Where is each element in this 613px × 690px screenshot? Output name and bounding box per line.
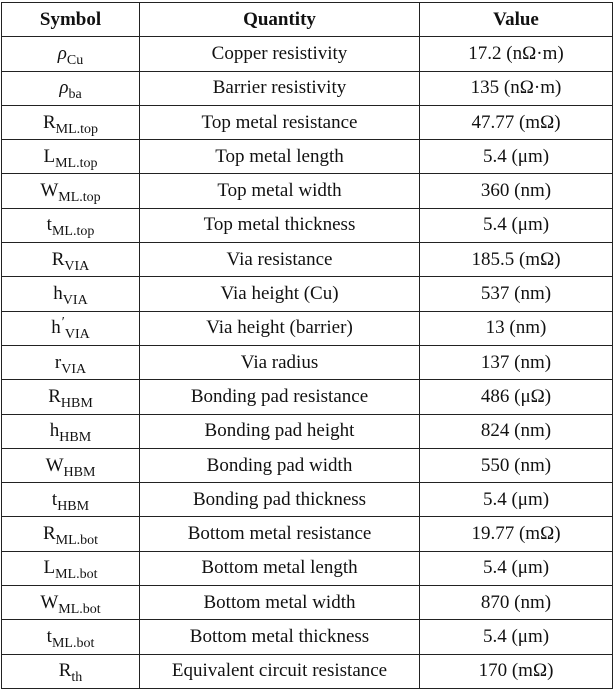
- symbol-base: R: [51, 248, 65, 270]
- value-cell: 137 (nm): [420, 345, 613, 379]
- table-body: [2, 37, 613, 689]
- symbol-subscript: ba: [68, 87, 82, 103]
- value-cell: 537 (nm): [420, 277, 613, 311]
- symbol-base: R: [42, 523, 56, 545]
- header-row: [2, 3, 613, 37]
- table-row: [2, 380, 613, 414]
- symbol-base: h: [53, 283, 63, 305]
- symbol-base: r: [54, 351, 62, 373]
- quantity-cell: Bonding pad height: [140, 414, 420, 448]
- symbol-base: W: [40, 180, 59, 202]
- symbol-cell: [2, 448, 140, 482]
- symbol-cell: [2, 208, 140, 242]
- symbol-subscript: VIA: [64, 327, 90, 343]
- value-cell: 870 (nm): [420, 586, 613, 620]
- value-cell: 550 (nm): [420, 448, 613, 482]
- symbol-cell: [2, 586, 140, 620]
- value-cell: 5.4 (μm): [420, 140, 613, 174]
- table-row: [2, 654, 613, 688]
- table-row: [2, 551, 613, 585]
- value-cell: 19.77 (mΩ): [420, 517, 613, 551]
- table-row: [2, 71, 613, 105]
- table-row: [2, 105, 613, 139]
- symbol-cell: [2, 140, 140, 174]
- symbol-cell: [2, 620, 140, 654]
- symbol-cell: [2, 243, 140, 277]
- value-cell: 135 (nΩ·m): [420, 71, 613, 105]
- quantity-cell: Top metal width: [140, 174, 420, 208]
- symbol-subscript: ML.bot: [51, 635, 95, 651]
- table-row: [2, 517, 613, 551]
- symbol-cell: [2, 174, 140, 208]
- symbol-base: h: [49, 420, 60, 442]
- value-cell: 5.4 (μm): [420, 551, 613, 585]
- quantity-cell: Bottom metal length: [140, 551, 420, 585]
- symbol-subscript: th: [71, 670, 83, 686]
- quantity-cell: Via radius: [140, 345, 420, 379]
- symbol-cell: [2, 380, 140, 414]
- table-row: [2, 448, 613, 482]
- symbol-subscript: ML.top: [51, 224, 95, 240]
- symbol-base: ρ: [57, 42, 67, 64]
- table-row: [2, 37, 613, 71]
- quantity-cell: Copper resistivity: [140, 37, 420, 71]
- symbol-base: ρ: [59, 77, 69, 99]
- table-row: [2, 620, 613, 654]
- symbol-cell: [2, 414, 140, 448]
- symbol-cell: [2, 105, 140, 139]
- table-row: [2, 345, 613, 379]
- parameter-table: [1, 2, 613, 689]
- symbol-cell: [2, 277, 140, 311]
- quantity-cell: Top metal length: [140, 140, 420, 174]
- value-cell: 5.4 (μm): [420, 483, 613, 517]
- symbol-subscript: VIA: [64, 258, 90, 274]
- symbol-subscript: ML.bot: [55, 533, 99, 549]
- symbol-subscript: ML.top: [55, 121, 99, 137]
- symbol-base: h: [51, 317, 61, 339]
- symbol-subscript: ML.top: [55, 155, 98, 171]
- quantity-cell: Bonding pad width: [140, 448, 420, 482]
- symbol-subscript: ML.bot: [55, 567, 98, 583]
- value-cell: 824 (nm): [420, 414, 613, 448]
- value-cell: 360 (nm): [420, 174, 613, 208]
- symbol-subscript: Cu: [66, 52, 84, 68]
- symbol-base: L: [43, 145, 56, 167]
- symbol-base: t: [51, 488, 58, 510]
- symbol-base: R: [58, 660, 72, 682]
- table-row: [2, 208, 613, 242]
- value-cell: 170 (mΩ): [420, 654, 613, 688]
- header-quantity: Quantity: [140, 3, 420, 37]
- table-row: [2, 414, 613, 448]
- symbol-subscript: HBM: [59, 430, 92, 446]
- symbol-subscript: HBM: [57, 498, 90, 514]
- symbol-base: W: [45, 454, 64, 476]
- table-row: [2, 174, 613, 208]
- quantity-cell: Barrier resistivity: [140, 71, 420, 105]
- table-container: [1, 2, 613, 689]
- symbol-subscript: VIA: [61, 361, 87, 377]
- quantity-cell: Bottom metal thickness: [140, 620, 420, 654]
- symbol-base: W: [40, 591, 59, 613]
- value-cell: 17.2 (nΩ·m): [420, 37, 613, 71]
- table-row: [2, 311, 613, 345]
- symbol-base: t: [46, 625, 52, 647]
- value-cell: 5.4 (μm): [420, 208, 613, 242]
- symbol-base: L: [43, 557, 56, 579]
- table-row: [2, 483, 613, 517]
- symbol-cell: [2, 71, 140, 105]
- header-value: Value: [420, 3, 613, 37]
- value-cell: 47.77 (mΩ): [420, 105, 613, 139]
- quantity-cell: Via resistance: [140, 243, 420, 277]
- table-row: [2, 140, 613, 174]
- symbol-subscript: ML.bot: [58, 601, 101, 617]
- symbol-cell: [2, 654, 140, 688]
- value-cell: 13 (nm): [420, 311, 613, 345]
- header-symbol: Symbol: [2, 3, 140, 37]
- quantity-cell: Top metal thickness: [140, 208, 420, 242]
- symbol-cell: [2, 551, 140, 585]
- symbol-cell: [2, 345, 140, 379]
- table-row: [2, 243, 613, 277]
- symbol-base: R: [42, 111, 56, 133]
- value-cell: 5.4 (μm): [420, 620, 613, 654]
- symbol-cell: [2, 37, 140, 71]
- symbol-cell: [2, 311, 140, 345]
- symbol-cell: [2, 483, 140, 517]
- symbol-base: R: [48, 385, 61, 407]
- symbol-cell: [2, 517, 140, 551]
- symbol-prime: ′: [61, 315, 65, 331]
- symbol-subscript: VIA: [62, 293, 88, 309]
- value-cell: 185.5 (mΩ): [420, 243, 613, 277]
- quantity-cell: Bonding pad thickness: [140, 483, 420, 517]
- value-cell: 486 (μΩ): [420, 380, 613, 414]
- table-row: [2, 586, 613, 620]
- quantity-cell: Bottom metal resistance: [140, 517, 420, 551]
- symbol-base: t: [46, 214, 52, 236]
- quantity-cell: Bonding pad resistance: [140, 380, 420, 414]
- quantity-cell: Equivalent circuit resistance: [140, 654, 420, 688]
- symbol-subscript: HBM: [63, 464, 96, 480]
- table-row: [2, 277, 613, 311]
- quantity-cell: Bottom metal width: [140, 586, 420, 620]
- quantity-cell: Top metal resistance: [140, 105, 420, 139]
- symbol-subscript: HBM: [60, 395, 93, 411]
- symbol-subscript: ML.top: [58, 190, 101, 206]
- quantity-cell: Via height (Cu): [140, 277, 420, 311]
- quantity-cell: Via height (barrier): [140, 311, 420, 345]
